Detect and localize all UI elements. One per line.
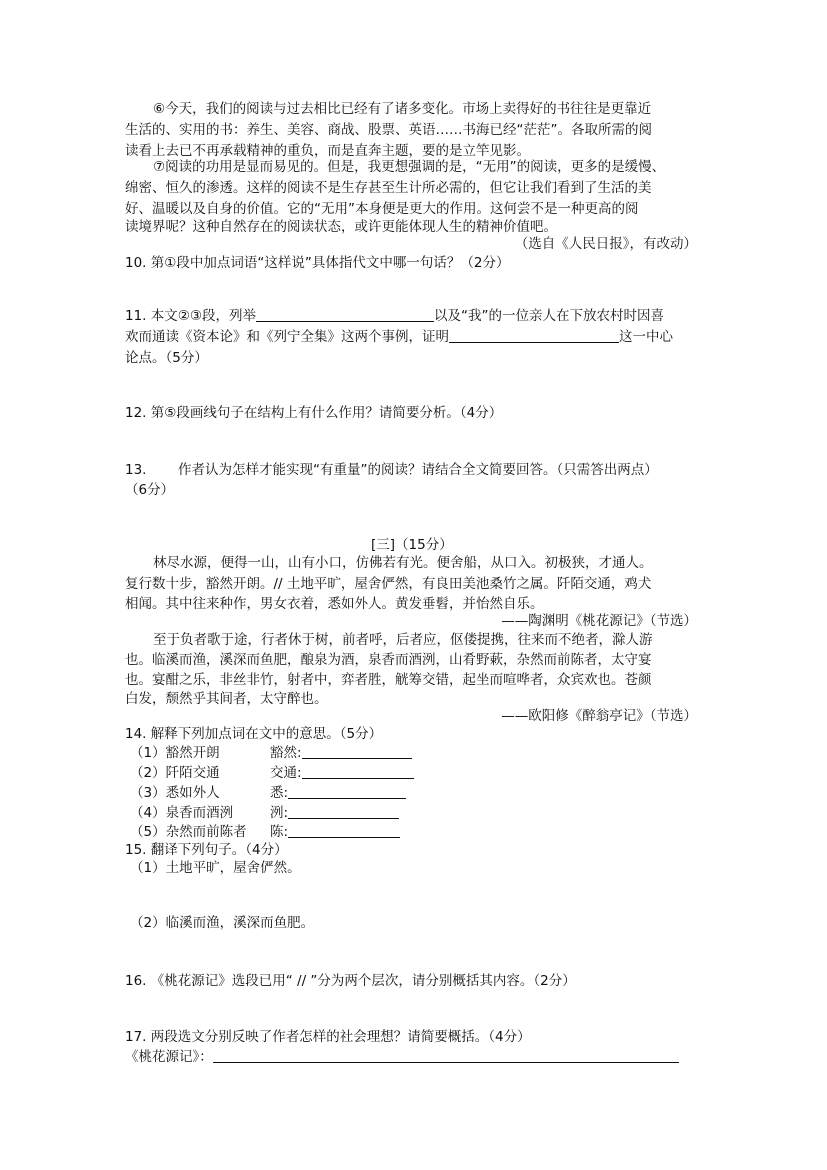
q14-item-2-word: 交通: — [270, 765, 302, 781]
question-13-line-2: （6分） — [125, 482, 175, 498]
q14-item-3-answer — [270, 783, 406, 803]
q14-blank-4[interactable] — [288, 804, 399, 819]
question-12: 12. 第⑤段画线句子在结构上有什么作用？请简要分析。（4分） — [125, 405, 503, 421]
q11-text-b: 以及“我”的一位亲人在下放农村时因喜 — [433, 308, 664, 324]
question-13-line-1: 作者认为怎样才能实现“有重量”的阅读？请结合全文简要回答。（只需答出两点） — [178, 462, 658, 478]
q14-item-2-phrase: （2）阡陌交通 — [130, 765, 220, 781]
paragraph-6-line-3: 读看上去已不再承载精神的重负，而是直奔主题，要的是立竿见影。 — [125, 143, 530, 159]
paragraph-7-line-2: 绵密、恒久的渗透。这样的阅读不是生存甚至生计所必需的，但它让我们看到了生活的美 — [125, 180, 652, 196]
taohuayuan-line-2: 复行数十步，豁然开朗。// 土地平旷，屋舍俨然，有良田美池桑竹之属。阡陌交通，鸡犬 — [125, 576, 652, 592]
taohuayuan-source: ——陶渊明《桃花源记》（节选） — [501, 613, 697, 629]
q11-answer-blank-2[interactable] — [449, 328, 619, 343]
question-10: 10. 第①段中加点词语“这样说”具体指代文中哪一句话？（2分） — [125, 255, 510, 271]
question-13-number: 13. — [125, 462, 147, 478]
q14-item-2-answer — [270, 763, 414, 783]
question-15: 15. 翻译下列句子。（4分） — [125, 842, 288, 858]
paragraph-6-line-2: 生活的、实用的书：养生、美容、商战、股票、英语……书海已经“茫茫”。各取所需的阅 — [125, 122, 652, 138]
question-17: 17. 两段选文分别反映了作者怎样的社会理想？请简要概括。（4分） — [125, 1029, 531, 1045]
question-14: 14. 解释下列加点词在文中的意思。（5分） — [125, 726, 383, 742]
zuiwengting-line-4: 白发，颓然乎其间者，太守醉也。 — [125, 691, 328, 707]
taohuayuan-line-1: 林尽水源，便得一山，山有小口，仿佛若有光。便舍船，从口入。初极狭，才通人。 — [153, 555, 653, 571]
q14-blank-2[interactable] — [302, 764, 414, 779]
q14-blank-5[interactable] — [288, 823, 400, 838]
q14-blank-1[interactable] — [302, 744, 412, 759]
q14-item-4-answer — [270, 803, 399, 823]
q14-item-5-word: 陈: — [270, 824, 289, 840]
paragraph-7-line-1: ⑦阅读的功用是显而易见的。但是，我更想强调的是，“无用”的阅读，更多的是缓慢、 — [153, 159, 666, 175]
paragraph-7-line-3: 好、温暖以及自身的价值。它的“无用”本身便是更大的作用。这何尝不是一种更高的阅 — [125, 201, 639, 217]
q11-text-a: 11. 本文②③段，列举 — [125, 308, 256, 324]
taohuayuan-line-3: 相闻。其中往来种作，男女衣着，悉如外人。黄发垂髫，并怡然自乐。 — [125, 596, 544, 612]
q14-item-3-phrase: （3）悉如外人 — [130, 785, 220, 801]
q14-item-5-answer — [270, 822, 400, 842]
q15-sentence-1: （1）土地平旷，屋舍俨然。 — [130, 860, 301, 876]
zuiwengting-line-3: 也。宴酣之乐，非丝非竹，射者中，弈者胜，觥筹交错，起坐而喧哗者，众宾欢也。苍颜 — [125, 672, 652, 688]
paragraph-6-line-1: ⑥今天，我们的阅读与过去相比已经有了诸多变化。市场上卖得好的书往往是更靠近 — [153, 101, 652, 117]
q14-blank-3[interactable] — [288, 784, 406, 799]
question-11-line-2 — [125, 327, 673, 347]
q17-answer-line — [125, 1047, 679, 1067]
q15-sentence-2: （2）临溪而渔，溪深而鱼肥。 — [130, 915, 315, 931]
zuiwengting-source: ——欧阳修《醉翁亭记》（节选） — [501, 708, 697, 724]
zuiwengting-line-1: 至于负者歌于途，行者休于树，前者呼，后者应，伛偻提携，往来而不绝者，滁人游 — [153, 632, 653, 648]
question-11-line-3: 论点。（5分） — [125, 350, 208, 366]
q14-item-4-word: 洌: — [270, 805, 289, 821]
question-16: 16. 《桃花源记》选段已用“ // ”分为两个层次，请分别概括其内容。（2分） — [125, 973, 576, 989]
q14-item-4-phrase: （4）泉香而酒洌 — [130, 805, 234, 821]
q14-item-3-word: 悉: — [270, 785, 289, 801]
question-11-line-1 — [125, 306, 664, 326]
q14-item-1-word: 豁然: — [270, 745, 302, 761]
q17-answer-blank[interactable] — [213, 1048, 679, 1063]
zuiwengting-line-2: 也。临溪而渔，溪深而鱼肥，酿泉为酒，泉香而酒洌，山肴野蔌，杂然而前陈者，太守宴 — [125, 652, 652, 668]
q14-item-5-phrase: （5）杂然而前陈者 — [130, 824, 247, 840]
section-3-heading: [三]（15分） — [371, 537, 453, 553]
q11-text-d: 这一中心 — [619, 329, 673, 345]
passage-source: （选自《人民日报》，有改动） — [514, 236, 697, 252]
q11-answer-blank-1[interactable] — [256, 307, 434, 322]
q17-taohuayuan-label: 《桃花源记》： — [125, 1049, 213, 1065]
q14-item-1-answer — [270, 743, 412, 763]
q14-item-1-phrase: （1）豁然开朗 — [130, 745, 220, 761]
paragraph-7-line-4: 读境界呢？这种自然存在的阅读状态，或许更能体现人生的精神价值吧。 — [125, 219, 557, 235]
q11-text-c: 欢而通读《资本论》和《列宁全集》这两个事例，证明 — [125, 329, 449, 345]
